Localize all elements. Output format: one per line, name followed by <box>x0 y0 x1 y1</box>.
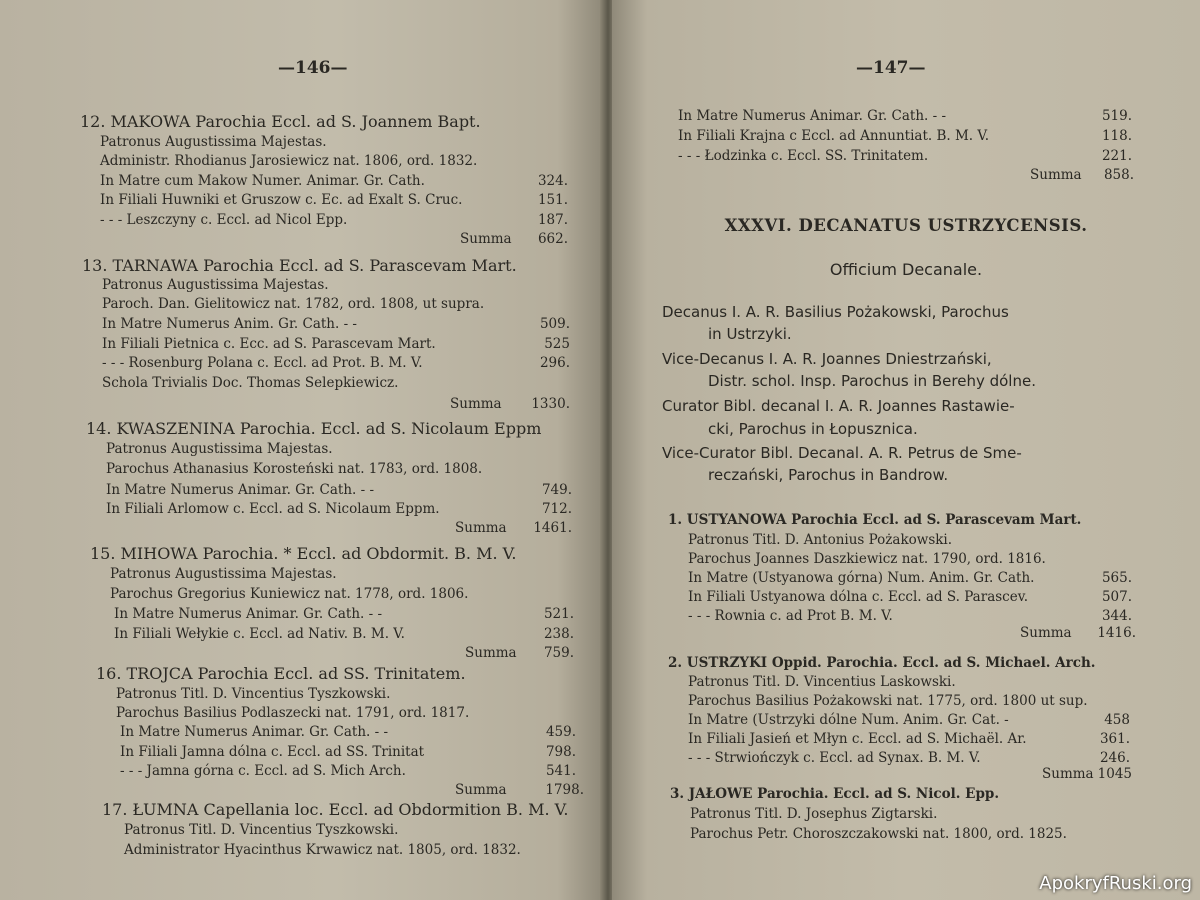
summa-label: Summa <box>465 645 517 661</box>
text-line: Schola Trivialis Doc. Thomas Selepkiewicz. <box>102 375 399 391</box>
text-line: Patronus Titl. D. Josephus Zigtarski. <box>690 806 938 822</box>
text-line: In Filiali Huwniki et Gruszow c. Ec. ad Exalt S. Cruc. <box>100 192 463 208</box>
text-line: Administrator Hyacinthus Krwawicz nat. 1805, ord. 1832. <box>124 842 521 858</box>
officium-line: reczański, Parochus in Bandrow. <box>708 466 949 484</box>
value: 1461. <box>533 520 572 536</box>
text-line: Patronus Titl. D. Vincentius Laskowski. <box>688 674 956 690</box>
text-line: Administr. Rhodianus Jarosiewicz nat. 1806, ord. 1832. <box>100 153 478 169</box>
text-line: - - - Leszczyny c. Eccl. ad Nicol Epp. <box>100 212 348 228</box>
right-page <box>612 0 1200 900</box>
value: 1330. <box>531 396 570 412</box>
value: 361. <box>1099 731 1130 747</box>
officium-line: Decanus I. A. R. Basilius Pożakowski, Parochus <box>662 303 1009 321</box>
page-number: —147— <box>856 58 926 78</box>
text-line: In Matre Numerus Animar. Gr. Cath. - - <box>678 108 947 124</box>
entry-heading: 13. TARNAWA Parochia Eccl. ad S. Parascevam Mart. <box>82 256 517 275</box>
value: 459. <box>545 724 576 740</box>
text-line: Parochus Basilius Pożakowski nat. 1775, ord. 1800 ut sup. <box>688 693 1088 709</box>
summa-label: Summa <box>460 231 512 247</box>
value: 151. <box>537 192 568 208</box>
value: 521. <box>543 606 574 622</box>
value: 749. <box>541 482 572 498</box>
value: 541. <box>545 763 576 779</box>
text-line: Patronus Titl. D. Antonius Pożakowski. <box>688 532 953 548</box>
value: 519. <box>1101 108 1132 124</box>
text-line: Patronus Augustissima Majestas. <box>106 441 333 457</box>
summa-label: Summa <box>1042 766 1094 782</box>
text-line: Patronus Augustissima Majestas. <box>110 566 337 582</box>
value: 858. <box>1103 167 1134 183</box>
officium-line: in Ustrzyki. <box>708 325 792 343</box>
summa-label: Summa <box>455 520 507 536</box>
text-line: In Filiali Wełykie c. Eccl. ad Nativ. B. M. V. <box>114 626 405 642</box>
text-line: Patronus Augustissima Majestas. <box>100 134 327 150</box>
text-line: In Filiali Jamna dólna c. Eccl. ad SS. Trinitat <box>120 744 425 760</box>
text-line: In Matre Numerus Animar. Gr. Cath. - - <box>120 724 389 740</box>
value: 507. <box>1101 589 1132 605</box>
value: 759. <box>543 645 574 661</box>
value: 798. <box>545 744 576 760</box>
text-line: Parochus Joannes Daszkiewicz nat. 1790, ord. 1816. <box>688 551 1046 567</box>
value: 1798. <box>545 782 584 798</box>
summa-label: Summa <box>1020 625 1072 641</box>
value: 118. <box>1101 128 1132 144</box>
text-line: In Matre (Ustyanowa górna) Num. Anim. Gr. Cath. <box>688 570 1035 586</box>
section-heading: XXXVI. DECANATUS USTRZYCENSIS. <box>724 216 1088 235</box>
text-line: Parochus Gregorius Kuniewicz nat. 1778, ord. 1806. <box>110 586 469 602</box>
text-line: - - - Rownia c. ad Prot B. M. V. <box>688 608 893 624</box>
entry-heading: 3. JAŁOWE Parochia. Eccl. ad S. Nicol. Epp. <box>670 786 1000 802</box>
officium-line: Distr. schol. Insp. Parochus in Berehy dólne. <box>708 372 1036 390</box>
value: 344. <box>1101 608 1132 624</box>
text-line: - - - Rosenburg Polana c. Eccl. ad Prot. B. M. V. <box>102 355 423 371</box>
value: 187. <box>537 212 568 228</box>
value: 246. <box>1099 750 1130 766</box>
text-line: Parochus Athanasius Korosteński nat. 1783, ord. 1808. <box>106 461 483 477</box>
value: 525 <box>544 336 570 352</box>
value: 565. <box>1101 570 1132 586</box>
summa-label: Summa <box>1030 167 1082 183</box>
text-line: Parochus Petr. Choroszczakowski nat. 1800, ord. 1825. <box>690 826 1067 842</box>
entry-heading: 16. TROJCA Parochia Eccl. ad SS. Trinitatem. <box>96 664 466 683</box>
text-line: In Matre Numerus Animar. Gr. Cath. - - <box>106 482 375 498</box>
text-line: In Matre cum Makow Numer. Animar. Gr. Cath. <box>100 173 425 189</box>
text-line: In Matre (Ustrzyki dólne Num. Anim. Gr. Cat. - <box>688 712 1009 728</box>
text-line: Patronus Titl. D. Vincentius Tyszkowski. <box>124 822 399 838</box>
summa-label: Summa <box>450 396 502 412</box>
entry-heading: 17. ŁUMNA Capellania loc. Eccl. ad Obdormition B. M. V. <box>102 800 569 819</box>
text-line: In Filiali Arlomow c. Eccl. ad S. Nicolaum Eppm. <box>106 501 440 517</box>
officium-line: Vice-Decanus I. A. R. Joannes Dniestrzański, <box>662 350 992 368</box>
value: 1045 <box>1097 766 1132 782</box>
officium-line: Curator Bibl. decanal I. A. R. Joannes Rastawie- <box>662 397 1015 415</box>
page-number: —146— <box>278 58 348 78</box>
officium-line: cki, Parochus in Łopusznica. <box>708 420 918 438</box>
text-line: - - - Jamna górna c. Eccl. ad S. Mich Arch. <box>120 763 406 779</box>
entry-heading: 15. MIHOWA Parochia. * Eccl. ad Obdormit. B. M. V. <box>90 544 517 563</box>
entry-heading: 14. KWASZENINA Parochia. Eccl. ad S. Nicolaum Eppm <box>86 419 542 438</box>
section-subheading: Officium Decanale. <box>829 260 983 279</box>
text-line: - - - Strwiończyk c. Eccl. ad Synax. B. M. V. <box>688 750 981 766</box>
value: 238. <box>543 626 574 642</box>
entry-heading: 1. USTYANOWA Parochia Eccl. ad S. Parascevam Mart. <box>668 512 1082 528</box>
text-line: In Filiali Pietnica c. Ecc. ad S. Parascevam Mart. <box>102 336 436 352</box>
summa-label: Summa <box>455 782 507 798</box>
value: 712. <box>541 501 572 517</box>
value: 1416. <box>1097 625 1136 641</box>
text-line: In Matre Numerus Animar. Gr. Cath. - - <box>114 606 383 622</box>
entry-heading: 2. USTRZYKI Oppid. Parochia. Eccl. ad S. Michael. Arch. <box>668 655 1096 671</box>
value: 509. <box>539 316 570 332</box>
text-line: In Filiali Ustyanowa dólna c. Eccl. ad S. Parascev. <box>688 589 1029 605</box>
value: 221. <box>1101 148 1132 164</box>
watermark: ApokryfRuski.org <box>1039 873 1192 894</box>
value: 662. <box>537 231 568 247</box>
text-line: Paroch. Dan. Gielitowicz nat. 1782, ord. 1808, ut supra. <box>102 296 485 312</box>
officium-line: Vice-Curator Bibl. Decanal. A. R. Petrus de Sme- <box>662 444 1022 462</box>
text-line: Patronus Titl. D. Vincentius Tyszkowski. <box>116 686 391 702</box>
text-line: In Matre Numerus Anim. Gr. Cath. - - <box>102 316 357 332</box>
entry-heading: 12. MAKOWA Parochia Eccl. ad S. Joannem Bapt. <box>80 112 481 131</box>
text-line: In Filiali Krajna c Eccl. ad Annuntiat. B. M. V. <box>678 128 990 144</box>
value: 296. <box>539 355 570 371</box>
value: 458 <box>1104 712 1130 728</box>
value: 324. <box>537 173 568 189</box>
text-line: Parochus Basilius Podlaszecki nat. 1791, ord. 1817. <box>116 705 470 721</box>
text-line: Patronus Augustissima Majestas. <box>102 277 329 293</box>
text-line: In Filiali Jasień et Młyn c. Eccl. ad S. Michaël. Ar. <box>688 731 1027 747</box>
text-line: - - - Łodzinka c. Eccl. SS. Trinitatem. <box>678 148 929 164</box>
